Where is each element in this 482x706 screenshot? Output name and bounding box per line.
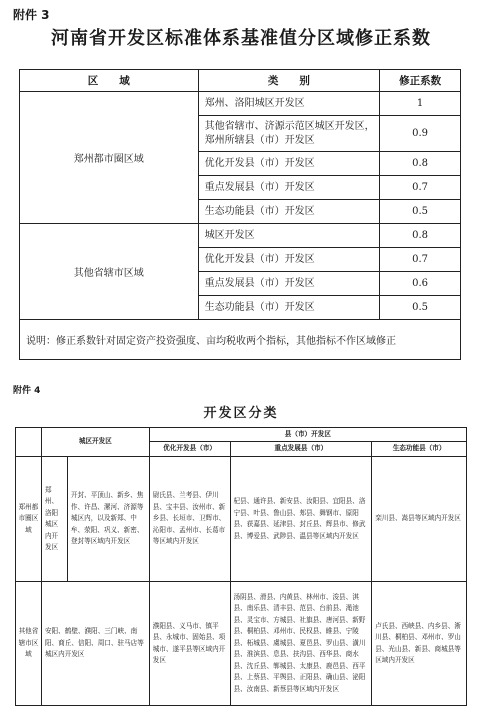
category-cell: 重点发展县（市）开发区 bbox=[198, 176, 380, 200]
header-key-development: 重点发展县（市） bbox=[230, 442, 372, 457]
coefficient-cell: 0.6 bbox=[380, 272, 461, 296]
table-row bbox=[16, 457, 467, 582]
annex4-label: 附件 4 bbox=[13, 386, 41, 396]
annex3-label: 附件 3 bbox=[13, 8, 50, 22]
optimize-cell: 尉氏县、兰考县、伊川县、宝丰县、汝州市、新乡县、长垣市、卫辉市、沁阳市、孟州市、长葛市等区域内开发区 bbox=[149, 457, 230, 582]
ecological-cell: 栾川县、嵩县等区域内开发区 bbox=[372, 457, 467, 582]
header-urban: 城区开发区 bbox=[41, 428, 149, 457]
region-cell: 其他省辖市区域 bbox=[16, 582, 42, 706]
region-cell: 郑州都市圈区域 bbox=[20, 92, 199, 224]
coefficient-cell: 0.7 bbox=[380, 176, 461, 200]
header-county: 县（市）开发区 bbox=[149, 428, 466, 442]
key-development-cell: 汤阴县、滑县、内黄县、林州市、浚县、淇县、南乐县、清丰县、范县、台前县、渑池县、灵宝市、方城县、社旗县、唐河县、新野县、桐柏县、邓州市、民权县、睢县、宁陵县、柘城县、虞城县、夏邑县、罗山县、潢川县、淮滨县、息县、扶沟县、西华县、商水县、沈丘县、郸城县、太康县、鹿邑县、西平县、上蔡县、平舆县、正阳县、确山县、泌阳县、汝南县、新蔡县等区域内开发区 bbox=[230, 582, 372, 706]
category-cell: 生态功能县（市）开发区 bbox=[198, 296, 380, 320]
header-category: 类 别 bbox=[198, 70, 380, 92]
category-cell: 其他省辖市、济源示范区城区开发区，郑州所辖县（市）开发区 bbox=[198, 116, 380, 152]
region-cell: 其他省辖市区域 bbox=[20, 224, 199, 320]
table-header-row bbox=[20, 70, 461, 92]
corner-cell bbox=[16, 428, 42, 457]
header-optimize: 优化开发县（市） bbox=[149, 442, 230, 457]
optimize-cell: 濮阳县、义马市、镇平县、永城市、固始县、项城市、遂平县等区域内开发区 bbox=[149, 582, 230, 706]
coefficient-cell: 0.8 bbox=[380, 224, 461, 248]
annex3-title: 河南省开发区标准体系基准值分区域修正系数 bbox=[51, 28, 431, 49]
table-note-row bbox=[20, 320, 461, 360]
urban-core-cell: 郑州、洛阳城区内开发区 bbox=[41, 457, 67, 582]
table-row bbox=[16, 582, 467, 706]
table-note: 说明：修正系数针对固定资产投资强度、亩均税收两个指标，其他指标不作区域修正 bbox=[20, 320, 461, 360]
table-row bbox=[20, 92, 461, 116]
urban-list-cell: 安阳、鹤壁、濮阳、三门峡、南阳、商丘、信阳、周口、驻马店等城区内开发区 bbox=[41, 582, 149, 706]
category-cell: 重点发展县（市）开发区 bbox=[198, 272, 380, 296]
header-coefficient: 修正系数 bbox=[380, 70, 461, 92]
ecological-cell: 卢氏县、西峡县、内乡县、淅川县、桐柏县、邓州市、罗山县、光山县、新县、商城县等区域内开发区 bbox=[372, 582, 467, 706]
header-region: 区 域 bbox=[20, 70, 199, 92]
coefficient-cell: 0.9 bbox=[380, 116, 461, 152]
correction-coefficient-table bbox=[19, 69, 461, 360]
category-cell: 郑州、洛阳城区开发区 bbox=[198, 92, 380, 116]
category-cell: 优化开发县（市）开发区 bbox=[198, 152, 380, 176]
coefficient-cell: 1 bbox=[380, 92, 461, 116]
category-cell: 生态功能县（市）开发区 bbox=[198, 200, 380, 224]
annex4-title: 开发区分类 bbox=[203, 406, 279, 421]
key-development-cell: 杞县、通许县、新安县、汝阳县、宜阳县、洛宁县、叶县、鲁山县、郏县、舞钢市、原阳县、获嘉县、延津县、封丘县、辉县市、修武县、博爱县、武陟县、温县等区域内开发区 bbox=[230, 457, 372, 582]
category-cell: 城区开发区 bbox=[198, 224, 380, 248]
header-ecological: 生态功能县（市） bbox=[372, 442, 467, 457]
urban-list-cell: 开封、平顶山、新乡、焦作、许昌、漯河、济源等城区内，以及新郑、中牟、荥阳、巩义、新密、登封等区域内开发区 bbox=[67, 457, 149, 582]
coefficient-cell: 0.7 bbox=[380, 248, 461, 272]
table-header-row bbox=[16, 428, 467, 442]
zone-classification-table bbox=[15, 427, 467, 706]
table-row bbox=[20, 224, 461, 248]
category-cell: 优化开发县（市）开发区 bbox=[198, 248, 380, 272]
coefficient-cell: 0.5 bbox=[380, 200, 461, 224]
coefficient-cell: 0.5 bbox=[380, 296, 461, 320]
coefficient-cell: 0.8 bbox=[380, 152, 461, 176]
region-cell: 郑州都市圈区域 bbox=[16, 457, 42, 582]
